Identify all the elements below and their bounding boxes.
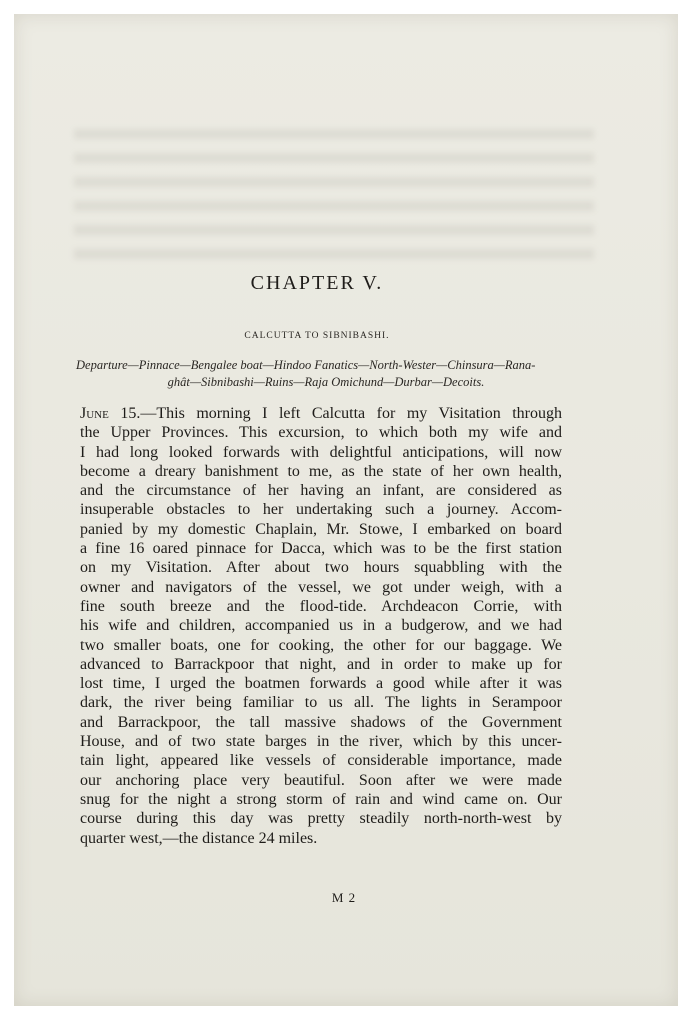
body-line: lost time, I urged the boatmen forwards a good while after it was (80, 675, 562, 693)
signature-mark: M 2 (331, 890, 357, 905)
chapter-synopsis (76, 357, 566, 391)
body-line: snug for the night a strong storm of rain and wind came on. Our (80, 790, 562, 808)
body-line: House, and of two state barges in the river, which by this uncer- (80, 733, 562, 751)
body-line: on my Visitation. After about two hours squabbling with the (80, 559, 562, 577)
body-line: become a dreary banishment to me, as the state of her own health, (80, 462, 562, 480)
body-line: owner and navigators of the vessel, we got under weigh, with a (80, 578, 562, 596)
body-line: and Barrackpoor, the tall massive shadows of the Government (80, 713, 562, 731)
body-text (80, 404, 562, 848)
body-line: his wife and children, accompanied us in a budgerow, and we had (80, 617, 562, 635)
chapter-subhead: CALCUTTA TO SIBNIBASHI. (244, 331, 390, 341)
body-line: course during this day was pretty steadily north-north-west by (80, 810, 562, 828)
synopsis-line-1: Departure—Pinnace—Bengalee boat—Hindoo Fanatics—North-Wester—Chinsura—Rana- (76, 358, 536, 372)
book-page (14, 14, 678, 1006)
body-line: dark, the river being familiar to us all. The lights in Serampoor (80, 694, 562, 712)
body-line: insuperable obstacles to her undertaking such a journey. Accom- (80, 501, 562, 519)
chapter-title: CHAPTER V. (250, 272, 384, 294)
body-line: two smaller boats, one for cooking, the other for our baggage. We (80, 636, 562, 654)
synopsis-line-2: ghât—Sibnibashi—Ruins—Raja Omichund—Durbar—Decoits. (167, 375, 485, 389)
body-line: fine south breeze and the flood-tide. Archdeacon Corrie, with (80, 597, 562, 615)
body-line: and the circumstance of her having an infant, are considered as (80, 482, 562, 500)
body-line: tain light, appeared like vessels of considerable importance, made (80, 752, 562, 770)
body-line: I had long looked forwards with delightful anticipations, will now (80, 443, 562, 461)
bleed-through-shadow (74, 129, 594, 259)
body-line: June 15.—This morning I left Calcutta for my Visitation through (80, 405, 562, 422)
body-line: the Upper Provinces. This excursion, to which both my wife and (80, 424, 562, 442)
body-line: quarter west,—the distance 24 miles. (80, 829, 318, 847)
body-line: a fine 16 oared pinnace for Dacca, which was to be the first station (80, 540, 562, 558)
body-line: advanced to Barrackpoor that night, and in order to make up for (80, 655, 562, 673)
body-line: panied by my domestic Chaplain, Mr. Stowe, I embarked on board (80, 520, 562, 538)
body-line: our anchoring place very beautiful. Soon after we were made (80, 771, 562, 789)
date-small-caps: June (80, 405, 109, 422)
